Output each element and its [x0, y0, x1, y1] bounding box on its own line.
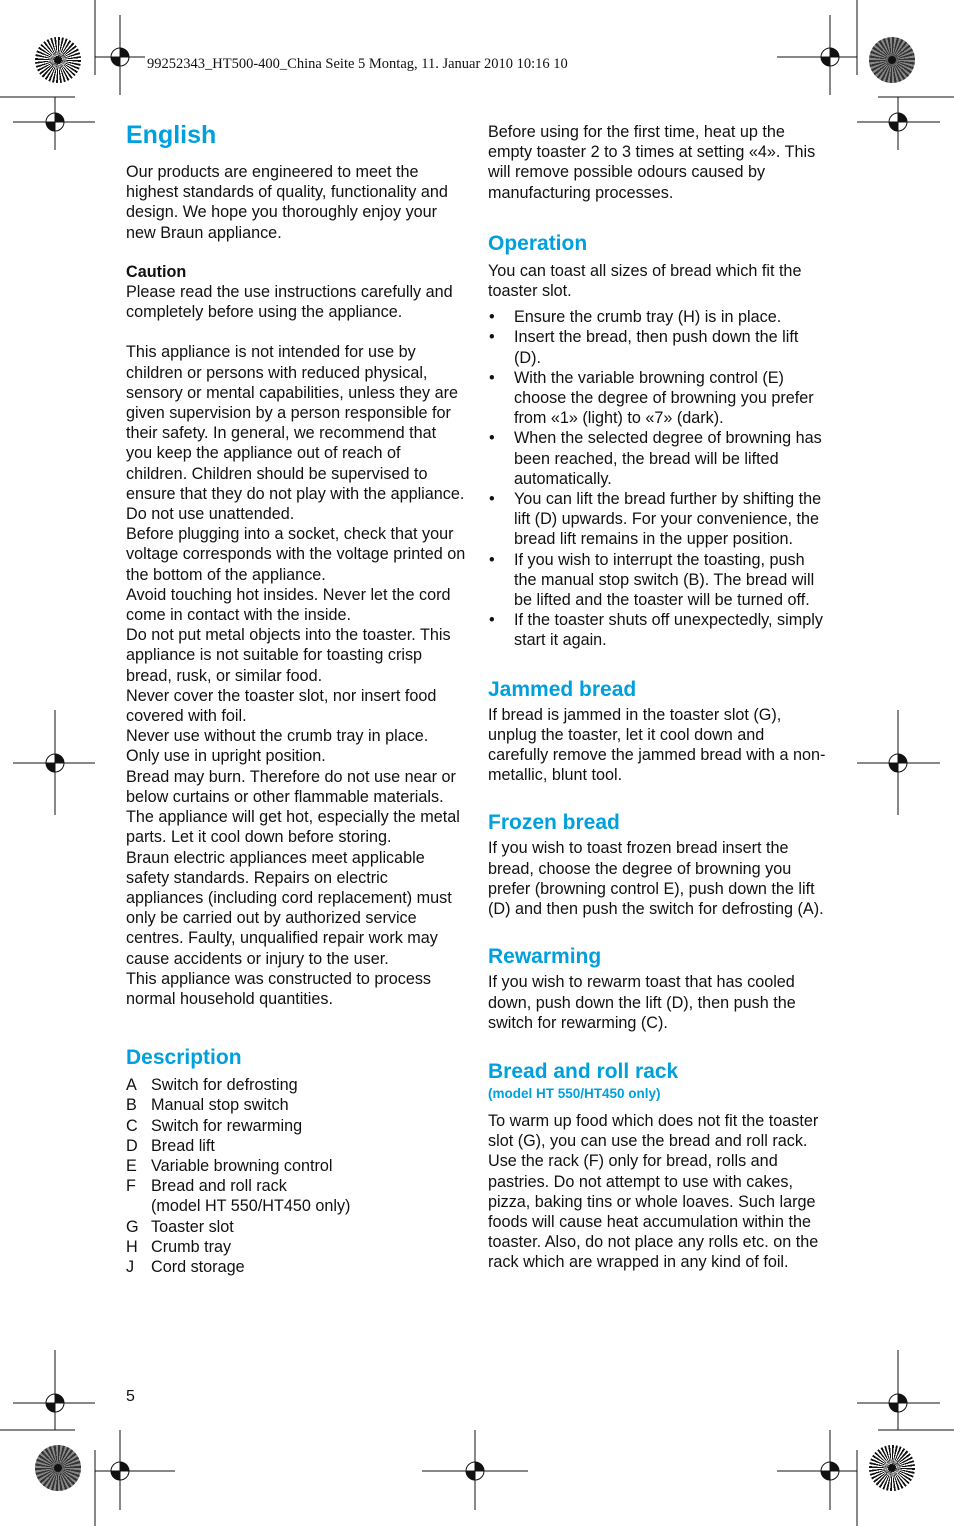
intro-paragraph: Our products are engineered to meet the highest standards of quality, functionality and design. We hope you thoroughly enjoy your new Braun appliance. — [126, 163, 448, 242]
list-item: • Ensure the crumb tray (H) is in place. — [488, 307, 828, 327]
caution-text: Please read the use instructions carefully and completely before using the appliance. — [126, 283, 453, 322]
safety-paragraph: This appliance is not intended for use by children or persons with reduced physical, sensory or mental capabilities, unless they are given supervision by a person responsible for their safety. In general, we recommend that you keep the appliance out of reach of children. Children should be supervised to ensure that they do not play with the appliance. — [126, 343, 465, 503]
rack-heading: Bread and roll rack — [488, 1059, 679, 1083]
page-number: 5 — [126, 1388, 135, 1405]
first-use-paragraph: Before using for the first time, heat up the empty toaster 2 to 3 times at setting «4». This will remove possible odours caused by manufacturing processes. — [488, 123, 816, 202]
safety-paragraph: Do not use unattended. — [126, 505, 295, 524]
list-item: • If you wish to interrupt the toasting, push the manual stop switch (B). The bread will be lifted and the toaster will be turned off. — [488, 550, 828, 611]
operation-steps — [488, 307, 828, 650]
safety-paragraph: Avoid touching hot insides. Never let the cord come in contact with the inside. — [126, 585, 451, 625]
printer-slug-line: 99252343_HT500-400_China Seite 5 Montag, 11. Januar 2010 10:16 10 — [147, 56, 568, 72]
list-item: (model HT 550/HT450 only) — [151, 1197, 351, 1216]
operation-intro: You can toast all sizes of bread which fit the toaster slot. — [488, 261, 802, 301]
safety-paragraph: The appliance will get hot, especially the metal parts. Let it cool down before storing. — [126, 808, 460, 847]
safety-instructions — [126, 342, 466, 1009]
list-item: • You can lift the bread further by shifting the lift (D) upwards. For your convenience, the bread lift remains in the upper position. — [488, 489, 828, 550]
description-heading: Description — [126, 1046, 242, 1070]
frozen-bread-heading: Frozen bread — [488, 811, 620, 835]
page-title: English — [126, 121, 217, 149]
safety-paragraph: Never use without the crumb tray in place. — [126, 727, 429, 746]
description-list — [126, 1075, 466, 1277]
safety-paragraph: Before plugging into a socket, check that your voltage corresponds with the voltage printed on the bottom of the appliance. — [126, 525, 466, 584]
safety-paragraph: Never cover the toaster slot, nor insert food covered with foil. — [126, 686, 437, 726]
list-item: • Insert the bread, then push down the lift (D). — [488, 327, 828, 367]
right-column — [488, 122, 828, 1273]
list-item: E Variable browning control — [126, 1156, 333, 1175]
left-column — [126, 120, 466, 1277]
jammed-bread-heading: Jammed bread — [488, 677, 637, 701]
rack-model-note: (model HT 550/HT450 only) — [488, 1085, 661, 1101]
rewarming-heading: Rewarming — [488, 945, 602, 969]
rack-text: To warm up food which does not fit the toaster slot (G), you can use the bread and roll rack. Use the rack (F) only for bread, rolls and pastries. Do not attempt to use with cakes, pizza, baking tins or whole loaves. Such large foods will cause heat accumulation within the toaster. Also, do not place any rolls etc. on the rack which are wrapped in any kind of foil. — [488, 1111, 819, 1272]
safety-paragraph: Bread may burn. Therefore do not use near or below curtains or other flammable materials. — [126, 767, 456, 806]
rewarming-text: If you wish to rewarm toast that has cooled down, push down the lift (D), then push the switch for rewarming (C). — [488, 973, 796, 1032]
jammed-bread-text: If bread is jammed in the toaster slot (G), unplug the toaster, let it cool down and carefully remove the jammed bread with a non-metallic, blunt tool. — [488, 705, 826, 785]
list-item: H Crumb tray — [126, 1237, 232, 1256]
safety-paragraph: Do not put metal objects into the toaster. This appliance is not suitable for toasting crisp bread, rusk, or similar food. — [126, 626, 451, 685]
list-item: • When the selected degree of browning has been reached, the bread will be lifted automatically. — [488, 428, 828, 489]
list-item: J Cord storage — [126, 1257, 245, 1276]
frozen-bread-text: If you wish to toast frozen bread insert the bread, choose the degree of browning you prefer (browning control E), push down the lift (D) and then push the switch for defrosting (A). — [488, 839, 824, 919]
list-item: A Switch for defrosting — [126, 1076, 298, 1095]
list-item: • If the toaster shuts off unexpectedly, simply start it again. — [488, 610, 828, 650]
list-item: B Manual stop switch — [126, 1096, 289, 1115]
list-item: D Bread lift — [126, 1136, 215, 1155]
caution-heading: Caution — [126, 262, 187, 281]
list-item: • With the variable browning control (E) choose the degree of browning you prefer from «1» (light) to «7» (dark). — [488, 368, 828, 429]
safety-paragraph: This appliance was constructed to process normal household quantities. — [126, 969, 432, 1008]
list-item: G Toaster slot — [126, 1217, 234, 1236]
operation-heading: Operation — [488, 231, 588, 255]
safety-paragraph: Braun electric appliances meet applicable safety standards. Repairs on electric appliances (including cord replacement) must only be carried out by authorized service centres. Faulty, unqualified repair work may cause accidents or injury to the user. — [126, 848, 452, 968]
list-item: F Bread and roll rack — [126, 1177, 287, 1196]
safety-paragraph: Only use in upright position. — [126, 747, 326, 766]
list-item: C Switch for rewarming — [126, 1116, 303, 1135]
